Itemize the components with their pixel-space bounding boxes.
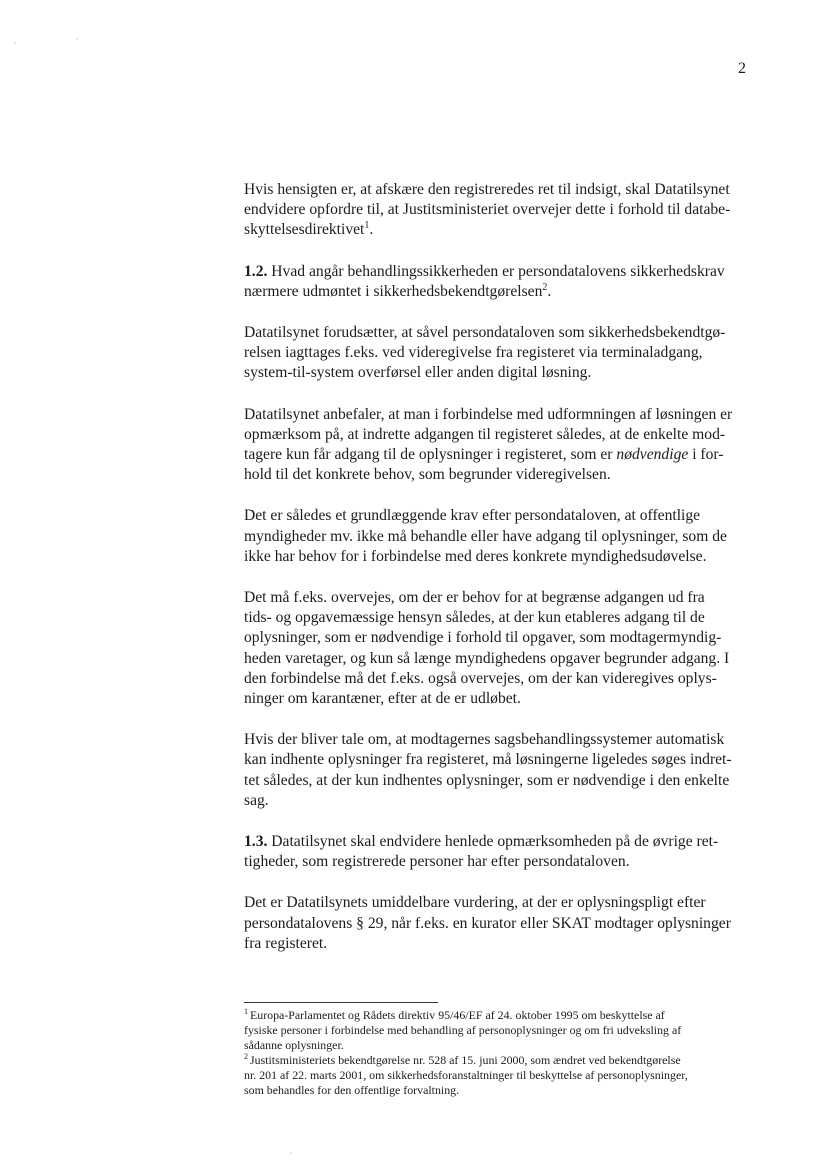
paragraph-rettigheder bbox=[244, 832, 754, 872]
text-line: heden varetager, og kun så længe myndighedens opgaver begrunder adgang. I bbox=[244, 649, 730, 667]
text-line: Datatilsynet forudsætter, at såvel persondataloven som sikkerhedsbekendtgø- bbox=[244, 324, 726, 342]
text-line: ninger om karantæner, efter at de er udløbet. bbox=[244, 690, 521, 708]
scan-speck bbox=[14, 42, 16, 44]
paragraph-behandlingssikkerhed bbox=[244, 262, 754, 302]
text-line: Hvis der bliver tale om, at modtagernes sagsbehandlingssystemer automatisk bbox=[244, 731, 725, 749]
footnote-divider bbox=[244, 1002, 438, 1003]
paragraph-grundkrav bbox=[244, 506, 754, 567]
text-line: system-til-system overførsel eller anden digital løsning. bbox=[244, 364, 592, 382]
text-line: tigheder, som registrerede personer har efter persondataloven. bbox=[244, 853, 630, 871]
text-fragment: . bbox=[369, 221, 374, 239]
footnote-line: sådanne oplysninger. bbox=[244, 1037, 344, 1052]
footnote-line bbox=[244, 1008, 759, 1023]
paragraph-indsigt bbox=[244, 180, 754, 241]
footnotes bbox=[244, 1008, 759, 1097]
scan-speck bbox=[290, 1152, 292, 1154]
text-line: Det er Datatilsynets umiddelbare vurdering, at der er oplysningspligt efter bbox=[244, 894, 706, 912]
footnote-2 bbox=[244, 1053, 759, 1098]
text-line: den forbindelse må det f.eks. også overvejes, om der kan videregives oplys- bbox=[244, 669, 717, 687]
text-line: relsen iagttages f.eks. ved videregivelse fra registeret via terminaladgang, bbox=[244, 344, 703, 362]
text-line: oplysninger, som er nødvendige i forhold til opgaver, som modtagermyndig- bbox=[244, 629, 722, 647]
footnote-line: nr. 201 af 22. marts 2001, om sikkerhedsforanstaltninger til beskyttelse af personoplysninger, bbox=[244, 1067, 688, 1082]
page-number: 2 bbox=[738, 60, 746, 77]
text-fragment: i for- bbox=[688, 446, 724, 464]
text-line: ikke har behov for i forbindelse med deres konkrete myndighedsudøvelse. bbox=[244, 547, 707, 565]
footnote-reference: 2 bbox=[542, 281, 548, 293]
paragraph-begraensning bbox=[244, 588, 754, 709]
text-fragment: tagere kun får adgang til de oplysninger i registeret, som er bbox=[244, 446, 617, 464]
footnote-mark: 1 bbox=[244, 1007, 248, 1017]
scan-speck bbox=[76, 38, 78, 40]
text-line bbox=[244, 445, 754, 465]
text-line: Det er således et grundlæggende krav efter persondataloven, at offentlige bbox=[244, 507, 701, 525]
text-line bbox=[244, 262, 754, 282]
text-fragment: Datatilsynet skal endvidere henlede opmærksomheden på de øvrige ret- bbox=[271, 833, 719, 851]
text-line: kan indhente oplysninger fra registeret, må løsningerne ligeledes søges indret- bbox=[244, 751, 732, 769]
text-line: Datatilsynet anbefaler, at man i forbindelse med udformningen af løsningen er bbox=[244, 405, 733, 423]
text-fragment: Hvad angår behandlingssikkerheden er persondatalovens sikkerhedskrav bbox=[271, 262, 725, 280]
text-line bbox=[244, 220, 754, 240]
paragraph-oplysningspligt bbox=[244, 893, 754, 954]
text-fragment: nærmere udmøntet i sikkerhedsbekendtgørelsen bbox=[244, 282, 543, 300]
text-line: fra registeret. bbox=[244, 934, 328, 952]
text-fragment: Justitsministeriets bekendtgørelse nr. 528 af 15. juni 2000, som ændret ved bekendtgørelse bbox=[250, 1052, 681, 1067]
text-line: hold til det konkrete behov, som begrunder videregivelsen. bbox=[244, 466, 611, 484]
footnote-line: fysiske personer i forbindelse med behandling af personoplysninger og om fri udveksling af bbox=[244, 1022, 682, 1037]
text-line: endvidere opfordre til, at Justitsministeriet overvejer dette i forhold til databe- bbox=[244, 201, 731, 219]
footnote-line: som behandles for den offentlige forvaltning. bbox=[244, 1082, 460, 1097]
text-line: sag. bbox=[244, 791, 269, 809]
footnote-1 bbox=[244, 1008, 759, 1053]
section-number: 1.3. bbox=[244, 833, 268, 851]
text-line: Det må f.eks. overvejes, om der er behov for at begrænse adgangen ud fra bbox=[244, 589, 705, 607]
text-line: tids- og opgavemæssige hensyn således, at der kun etableres adgang til de bbox=[244, 609, 705, 627]
text-line bbox=[244, 282, 754, 302]
text-line bbox=[244, 832, 754, 852]
footnote-line bbox=[244, 1053, 759, 1068]
paragraph-sagsbehandlingssystemer bbox=[244, 730, 754, 811]
text-line: myndigheder mv. ikke må behandle eller have adgang til oplysninger, som de bbox=[244, 527, 727, 545]
text-line: opmærksom på, at indrette adgangen til registeret således, at de enkelte mod- bbox=[244, 425, 726, 443]
footnote-reference: 1 bbox=[364, 220, 370, 232]
emphasis-text: nødvendige bbox=[616, 446, 689, 464]
text-line: persondatalovens § 29, når f.eks. en kurator eller SKAT modtager oplysninger bbox=[244, 914, 731, 932]
text-fragment: . bbox=[547, 282, 552, 300]
footnote-mark: 2 bbox=[244, 1051, 248, 1061]
section-number: 1.2. bbox=[244, 262, 268, 280]
text-fragment: Europa-Parlamentet og Rådets direktiv 95/46/EF af 24. oktober 1995 om beskyttelse af bbox=[250, 1008, 665, 1022]
text-line: Hvis hensigten er, at afskære den registreredes ret til indsigt, skal Datatilsynet bbox=[244, 181, 730, 198]
paragraph-anbefaling bbox=[244, 405, 754, 486]
text-line: tet således, at der kun indhentes oplysninger, som er nødvendige i den enkelte bbox=[244, 771, 730, 789]
paragraph-forudsaetning bbox=[244, 323, 754, 384]
text-fragment: skyttelsesdirektivet bbox=[244, 221, 365, 239]
body-text bbox=[244, 180, 754, 975]
